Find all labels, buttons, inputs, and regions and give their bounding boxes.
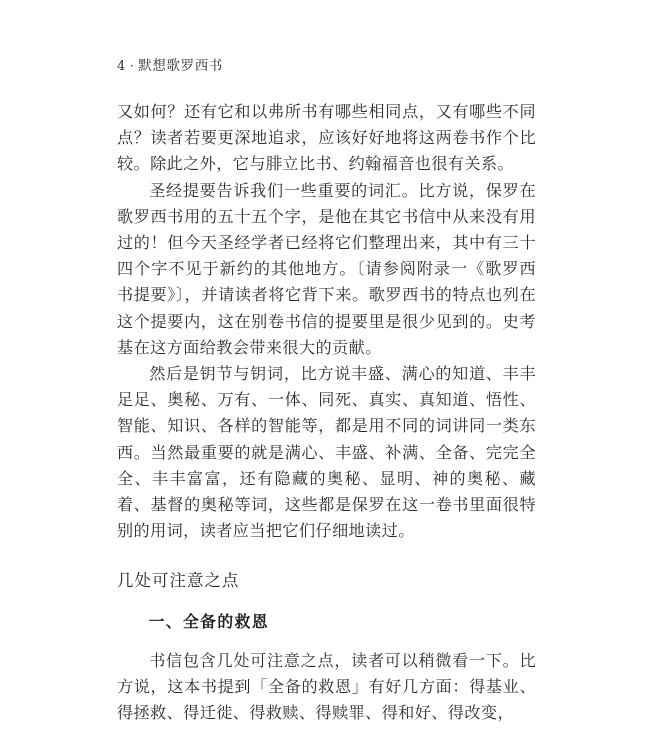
spacer-after-sub-heading <box>117 635 536 648</box>
paragraph-key-words: 然后是钥节与钥词，比方说丰盛、满心的知道、丰丰足足、奥秘、万有、一体、同死、真实、真知道、悟性、智能、知识、各样的智能等，都是用不同的词讲同一类东西。当然最重要的就是满心、丰盛、补满、全备、完完全全、丰丰富富，还有隐藏的奥秘、显明、神的奥秘、藏着、基督的奥秘等词，这些都是保罗在这一卷书里面很特别的用词，读者应当把它们仔细地读过。 <box>117 364 536 541</box>
page-number: 4 <box>117 59 126 74</box>
spacer-before-sub-heading <box>117 595 536 609</box>
spacer-before-main-heading <box>117 544 536 568</box>
running-head <box>117 57 223 76</box>
body-column <box>117 99 536 726</box>
paragraph-complete-salvation: 书信包含几处可注意之点，读者可以稍微看一下。比方说，这本书提到「全备的救恩」有好几方面：得基业、得拯救、得迁徙、得救赎、得赎罪、得和好、得改变， <box>117 650 536 723</box>
paragraph-continuation: 又如何？还有它和以弗所书有哪些相同点，又有哪些不同点？读者若要更深地追求，应该好好地将这两卷书作个比较。除此之外，它与腓立比书、约翰福音也很有关系。 <box>117 102 536 174</box>
section-heading-sub: 一、全备的救恩 <box>148 611 269 631</box>
paragraph-key-vocabulary: 圣经提要告诉我们一些重要的词汇。比方说，保罗在歌罗西书用的五十五个字，是他在其它书信中从来没有用过的！但今天圣经学者已经将它们整理出来，其中有三十四个字不见于新约的其他地方。〔请参阅附录一《歌罗西书提要》〕，并请读者将它背下来。歌罗西书的特点也列在这个提要内，这在别卷书信的提要里是很少见到的。史考基在这方面给教会带来很大的贡献。 <box>117 180 536 357</box>
running-head-title: 默想歌罗西书 <box>138 58 223 74</box>
running-head-separator: · <box>129 59 135 73</box>
section-heading-main: 几处可注意之点 <box>117 571 240 591</box>
